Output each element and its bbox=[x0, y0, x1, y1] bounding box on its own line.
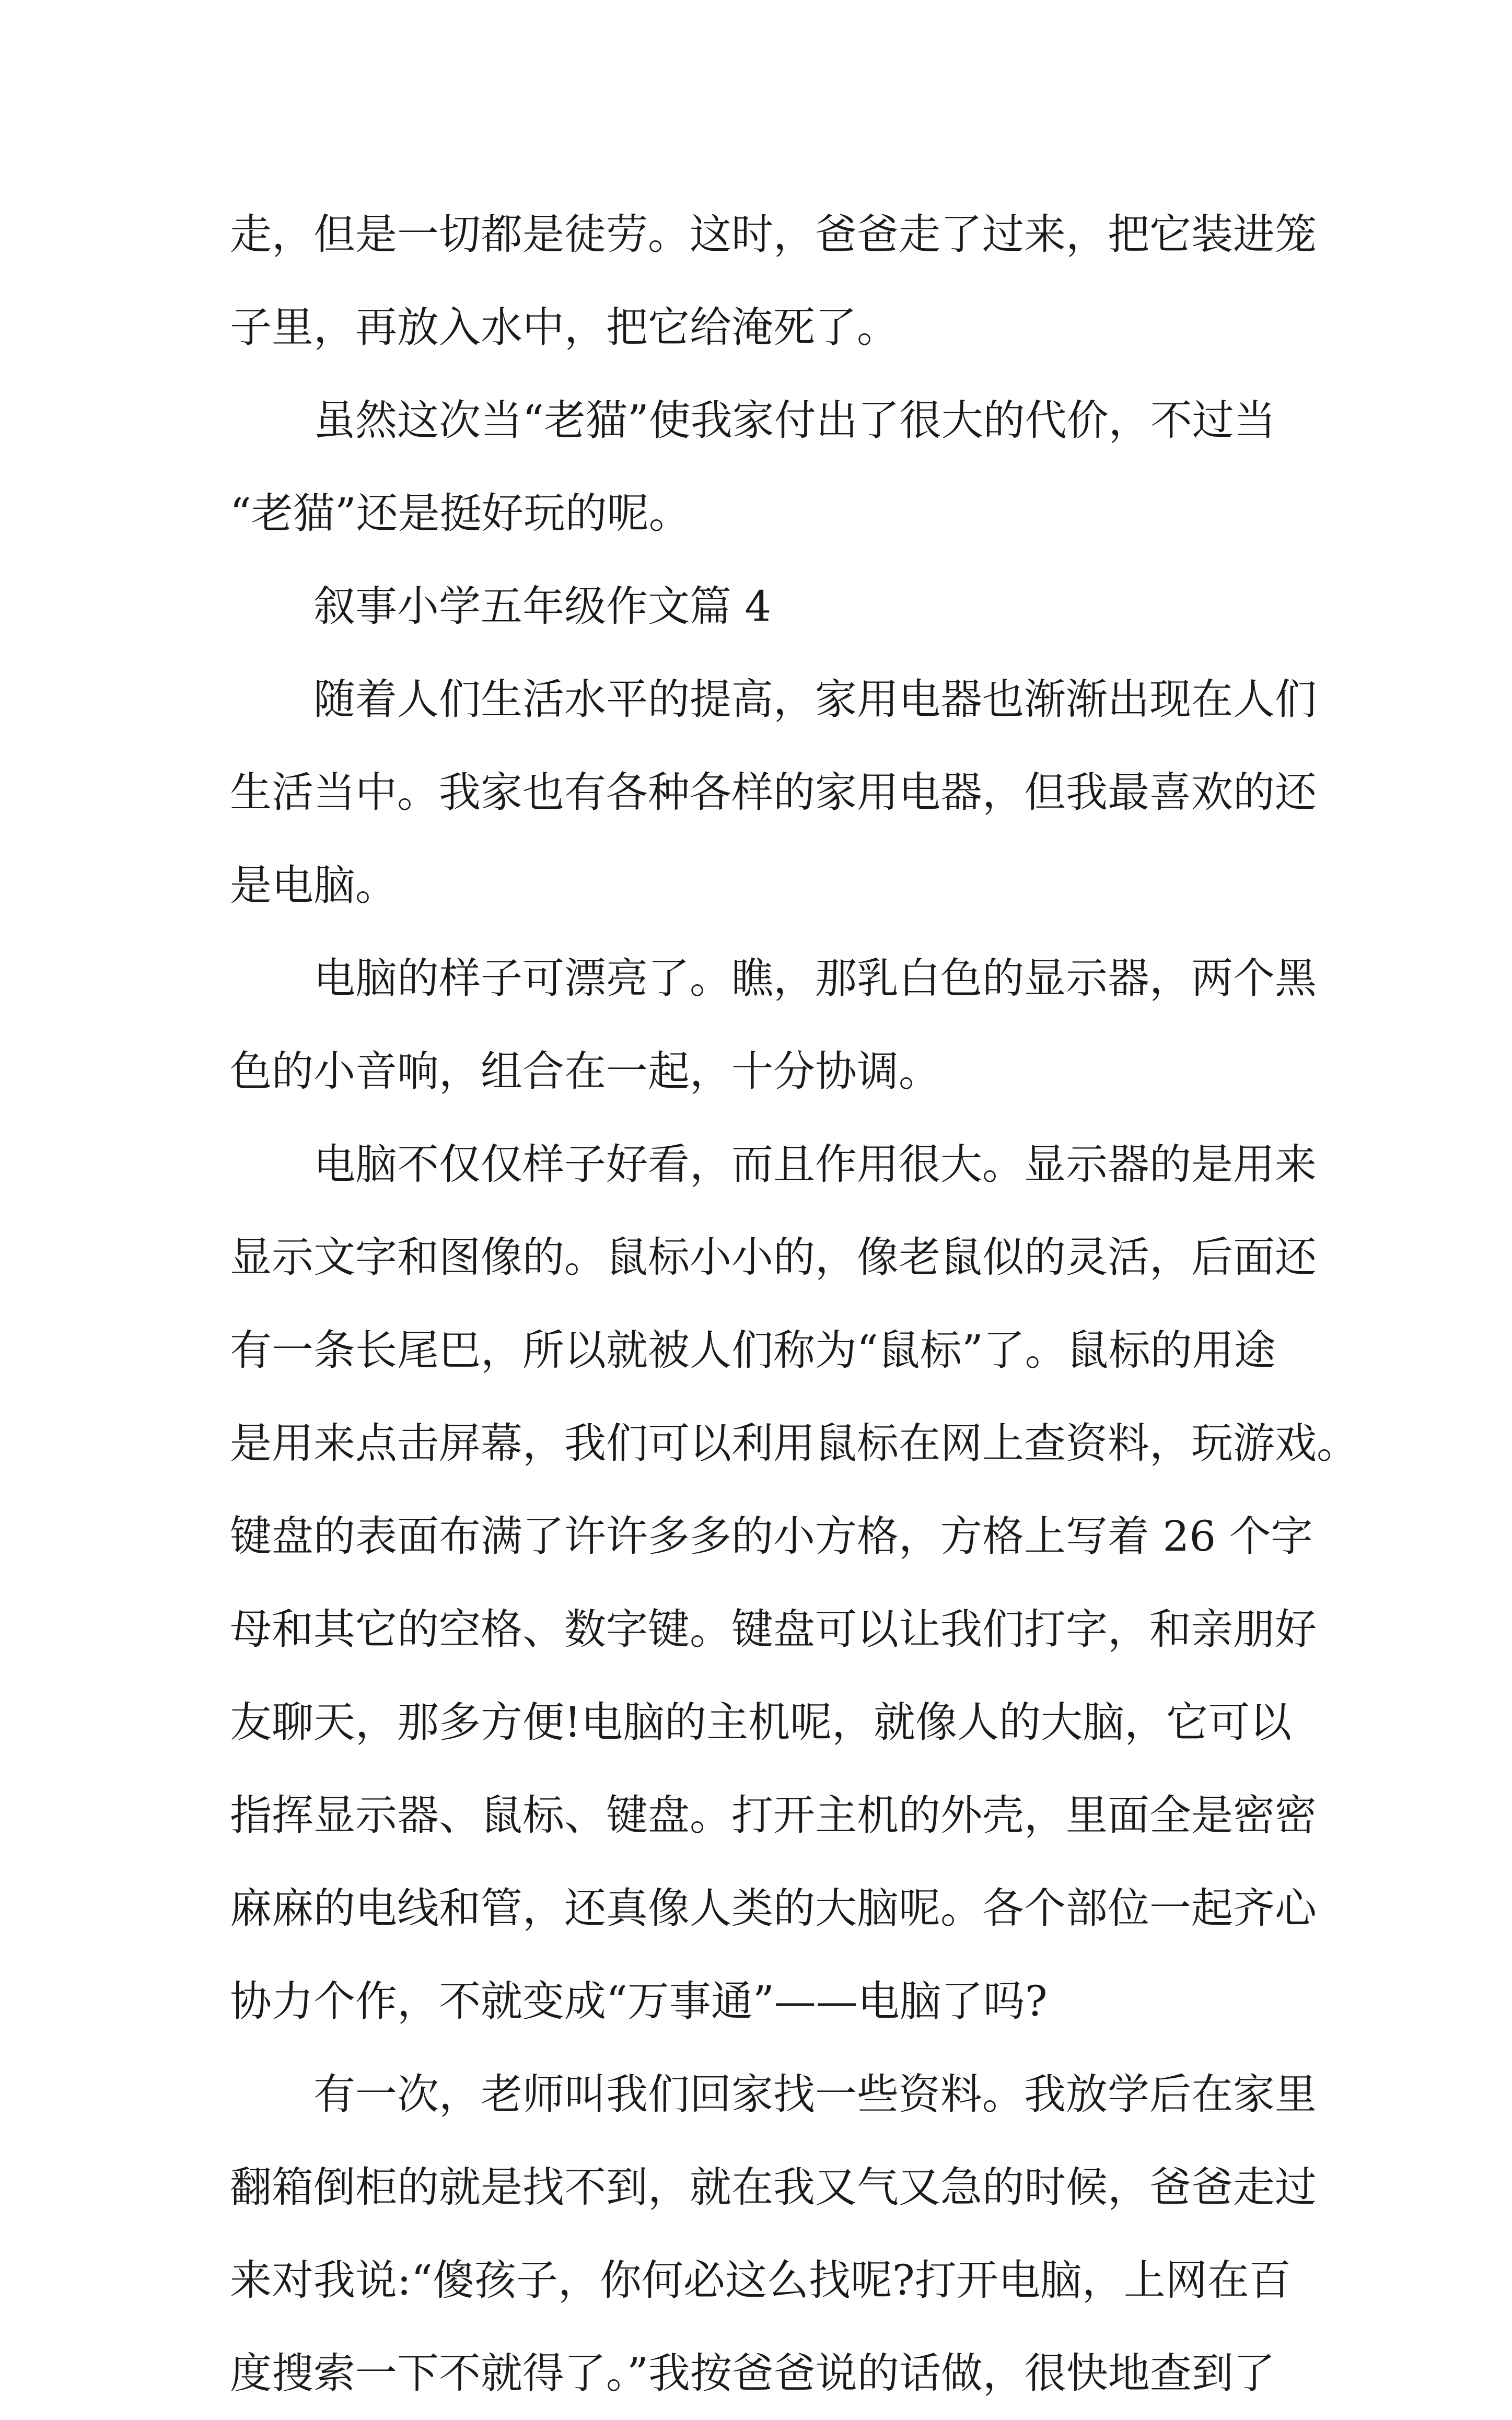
section-heading: 叙事小学五年级作文篇 4 bbox=[313, 582, 772, 631]
text-line: 走，但是一切都是徒劳。这时，爸爸走了过来，把它装进笼 bbox=[230, 210, 1317, 259]
paragraph-start-line: 虽然这次当“老猫”使我家付出了很大的代价，不过当 bbox=[313, 396, 1276, 445]
text-line: 指挥显示器、鼠标、键盘。打开主机的外壳，里面全是密密 bbox=[230, 1791, 1317, 1840]
text-line: 是用来点击屏幕，我们可以利用鼠标在网上查资料，玩游戏。 bbox=[230, 1419, 1358, 1468]
text-line: 有一条长尾巴，所以就被人们称为“鼠标”了。鼠标的用途 bbox=[230, 1326, 1276, 1375]
text-line: 生活当中。我家也有各种各样的家用电器，但我最喜欢的还 bbox=[230, 768, 1317, 817]
text-line: 键盘的表面布满了许许多多的小方格，方格上写着 26 个字 bbox=[230, 1512, 1313, 1561]
text-line: 翻箱倒柜的就是找不到，就在我又气又急的时候，爸爸走过 bbox=[230, 2163, 1317, 2212]
text-line: “老猫”还是挺好玩的呢。 bbox=[230, 489, 691, 538]
text-line: 是电脑。 bbox=[230, 861, 397, 910]
text-line: 显示文字和图像的。鼠标小小的，像老鼠似的灵活，后面还 bbox=[230, 1233, 1317, 1282]
text-line: 度搜索一下不就得了。”我按爸爸说的话做，很快地查到了 bbox=[230, 2349, 1275, 2398]
paragraph-start-line: 有一次，老师叫我们回家找一些资料。我放学后在家里 bbox=[313, 2070, 1317, 2119]
paragraph-start-line: 随着人们生活水平的提高，家用电器也渐渐出现在人们 bbox=[313, 675, 1317, 724]
text-line: 友聊天，那多方便!电脑的主机呢，就像人的大脑，它可以 bbox=[230, 1698, 1292, 1747]
text-line: 子里，再放入水中，把它给淹死了。 bbox=[230, 303, 899, 352]
paragraph-start-line: 电脑的样子可漂亮了。瞧，那乳白色的显示器，两个黑 bbox=[313, 954, 1317, 1003]
text-line: 协力个作，不就变成“万事通”——电脑了吗? bbox=[230, 1977, 1048, 2026]
paragraph-start-line: 电脑不仅仅样子好看，而且作用很大。显示器的是用来 bbox=[313, 1140, 1317, 1189]
text-line: 来对我说:“傻孩子，你何必这么找呢?打开电脑，上网在百 bbox=[230, 2256, 1291, 2305]
text-line: 母和其它的空格、数字键。键盘可以让我们打字，和亲朋好 bbox=[230, 1605, 1317, 1654]
text-line: 色的小音响，组合在一起，十分协调。 bbox=[230, 1047, 940, 1096]
document-body bbox=[230, 188, 1358, 2420]
text-line: 麻麻的电线和管，还真像人类的大脑呢。各个部位一起齐心 bbox=[230, 1884, 1317, 1933]
